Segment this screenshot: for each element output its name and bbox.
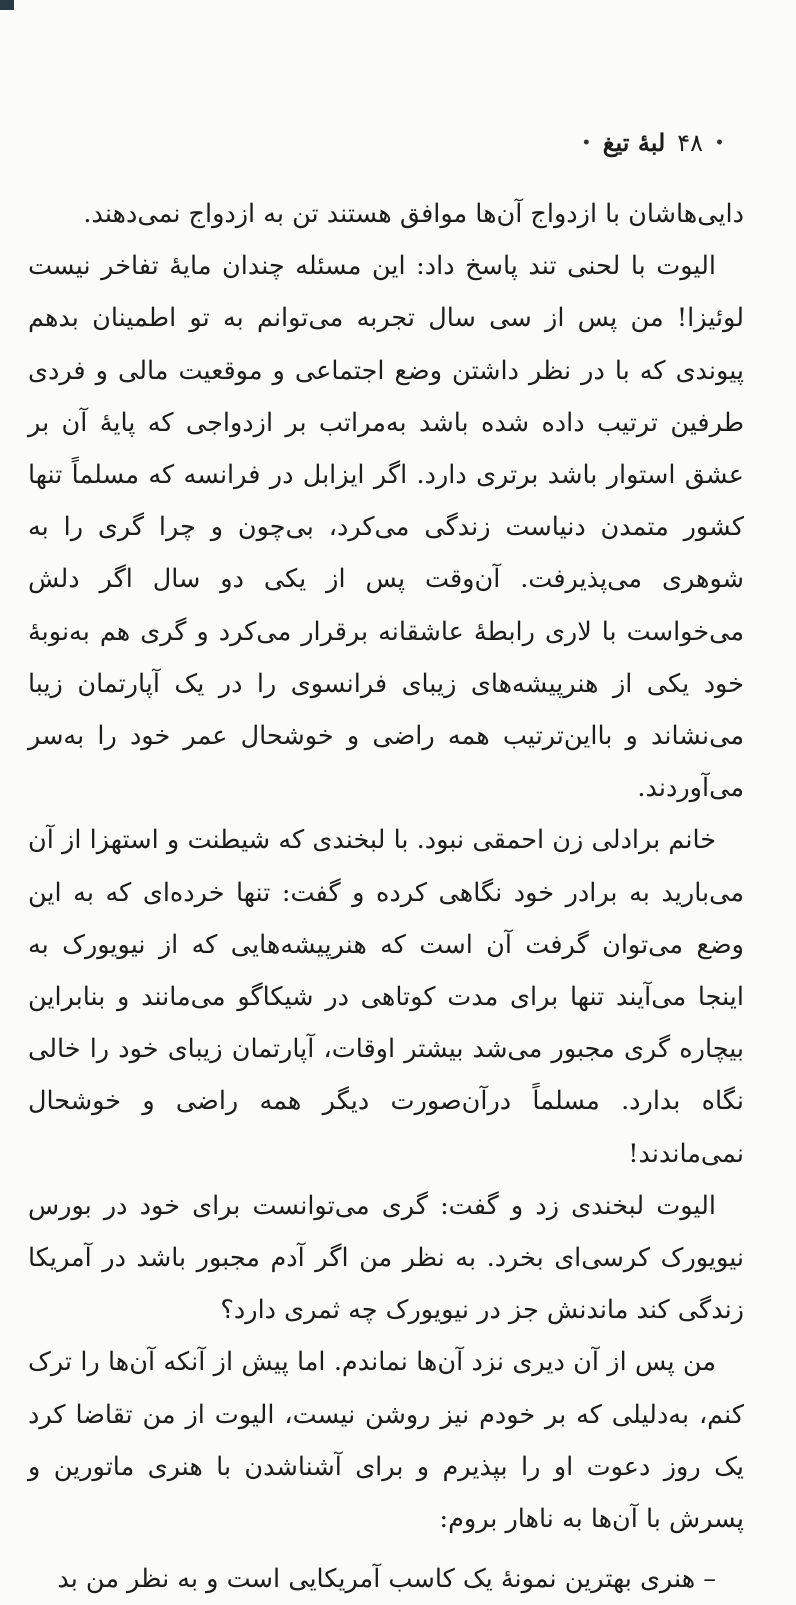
header-dot-right: • [715,134,724,151]
header-dot-left: • [581,134,591,151]
paragraph-5: من پس از آن دیری نزد آن‌ها نماندم. اما پیش از آنکه آن‌ها را ترک کنم، به‌دلیلی که بر خودم نیز روشن نیست، الیوت از من تقاضا کرد یک روز دعوت او را بپذیرم و برای آشناشدن با هنری ماتورین و پسرش با آن‌ها به ناهار بروم: [28,1347,744,1535]
body-text [28,188,744,1605]
paragraph-4: الیوت لبخندی زد و گفت: گری می‌توانست برای خود در بورس نیویورک کرسی‌ای بخرد. به نظر من اگر آدم مجبور باشد در آمریکا زندگی کند ماندنش جز در نیویورک چه ثمری دارد؟ [28,1190,744,1326]
scan-corner-mark [0,0,14,10]
page-header [582,128,724,157]
running-title: لبهٔ تیغ [602,128,666,157]
paragraph-3: خانم برادلی زن احمقی نبود. با لبخندی که شیطنت و استهزا از آن می‌بارید به برادر خود نگاهی کرده و گفت: تنها خرده‌ای که به این وضع می‌توان گرفت آن است که هنرپیشه‌هایی که از نیویورک به اینجا می‌آیند تنها برای مدت کوتاهی در شیکاگو می‌مانند و بنابراین بیچاره گری مجبور می‌شد بیشتر اوقات، آپارتمان زیبای خود را خالی نگاه بدارد. مسلماً درآن‌صورت دیگر همه راضی و خوشحال نمی‌ماندند! [28,825,744,1169]
paragraph-1: دایی‌هاشان با ازدواج آن‌ها موافق هستند تن به ازدواج نمی‌دهند. [83,199,744,229]
paragraph-2: الیوت با لحنی تند پاسخ داد: این مسئله چندان مایهٔ تفاخر نیست لوئیزا! من پس از سی سال تجربه می‌توانم به تو اطمینان بدهم پیوندی که با در نظر داشتن وضع اجتماعی و موقعیت مالی و فردی طرفین ترتیب داده شده باشد به‌مراتب بر ازدواجی که پایهٔ آن بر عشق استوار باشد برتری دارد. اگر ایزابل در فرانسه که مسلماً تنها کشور متمدن دنیاست زندگی می‌کرد، بی‌چون و چرا گری را به شوهری می‌پذیرفت. آن‌وقت پس از یکی دو سال اگر دلش می‌خواست با لاری رابطهٔ عاشقانه برقرار می‌کرد و گری هم به‌نوبهٔ خود یکی از هنرپیشه‌های زیبای فرانسوی را در یک آپارتمان زیبا می‌نشاند و بااین‌ترتیب همه راضی و خوشحال عمر خود را به‌سر می‌آوردند. [28,251,744,804]
page-number: ۴۸ [677,128,704,157]
paragraph-6: – هنری بهترین نمونهٔ یک کاسب آمریکایی است و به نظر من بد [57,1564,716,1595]
